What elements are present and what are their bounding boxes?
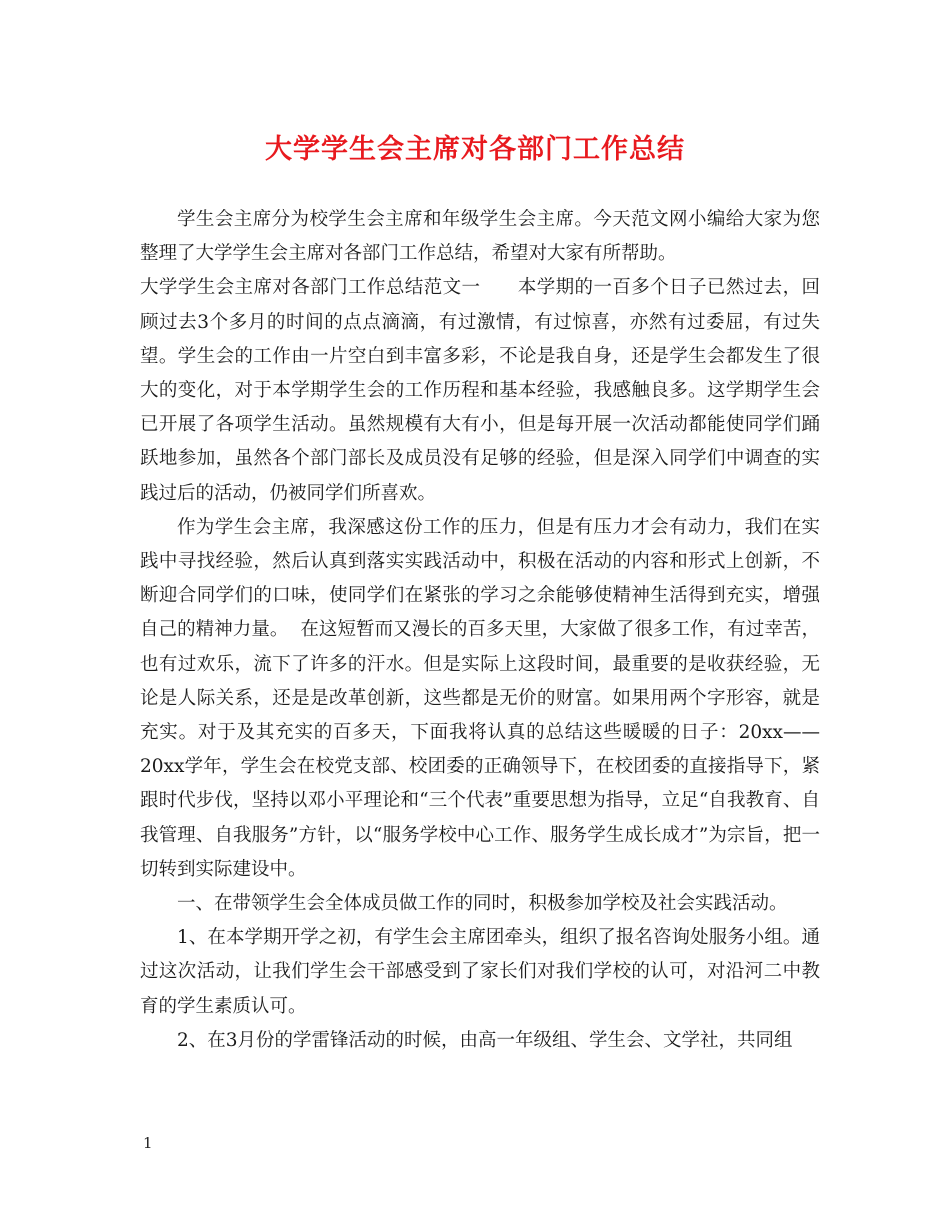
president-pressure-paragraph: [140, 511, 820, 887]
section-paragraph: [140, 271, 820, 510]
president-pressure-text: 作为学生会主席，我深感这份工作的压力，但是有压力才会有动力，我们在实践中寻找经验，然后认真到落实实践活动中，积极在活动的内容和形式上创新，不断迎合同学们的口味，使同学们在紧张的学习之余能够使精神生活得到充实，增强自己的精神力量。: [140, 516, 820, 641]
section-paragraph-text: 本学期的一百多个日子已然过去，回顾过去3个多月的时间的点点滴滴，有过激情，有过惊喜，亦然有过委屈，有过失望。学生会的工作由一片空白到丰富多彩，不论是我自身，还是学生会都发生了很大的变化，对于本学期学生会的工作历程和基本经验，我感触良多。这学期学生会已开展了各项学生活动。虽然规模有大有小，但是每开展一次活动都能使同学们踊跃地参加，虽然各个部门部长及成员没有足够的经验，但是深入同学们中调查的实践过后的活动，仍被同学们所喜欢。: [140, 277, 820, 504]
list-item-2: 2、在3月份的学雷锋活动的时候，由高一年级组、学生会、文学社，共同组: [177, 1029, 793, 1051]
document-title: 大学学生会主席对各部门工作总结: [265, 134, 685, 165]
numbered-heading: 一、在带领学生会全体成员做工作的同时，积极参加学校及社会实践活动。: [177, 893, 788, 915]
intro-paragraph: 学生会主席分为校学生会主席和年级学生会主席。今天范文网小编给大家为您整理了大学学生会主席对各部门工作总结，希望对大家有所帮助。: [140, 209, 820, 265]
document-body: [140, 203, 820, 1058]
page-number: 1: [143, 1134, 153, 1152]
hundred-days-text: 在这短暂而又漫长的百多天里，大家做了很多工作，有过幸苦，也有过欢乐，流下了许多的汗水。但是实际上这段时间，最重要的是收获经验，无论是人际关系，还是是改革创新，这些都是无价的财富。如果用两个字形容，就是充实。对于及其充实的百多天，下面我将认真的总结这些暖暖的日子：20xx——20xx学年，学生会在校党支部、校团委的正确领导下，在校团委的直接指导下，紧跟时代步伐，坚持以邓小平理论和“三个代表”重要思想为指导，立足“自我教育、自我管理、自我服务”方针，以“服务学校中心工作、服务学生成长成才”为宗旨，把一切转到实际建设中。: [140, 619, 820, 880]
list-item-1: 1、在本学期开学之初，有学生会主席团牵头，组织了报名咨询处服务小组。通过这次活动，让我们学生会干部感受到了家长们对我们学校的认可，对沿河二中教育的学生素质认可。: [140, 927, 820, 1017]
section-heading: 大学学生会主席对各部门工作总结范文一: [140, 277, 481, 299]
